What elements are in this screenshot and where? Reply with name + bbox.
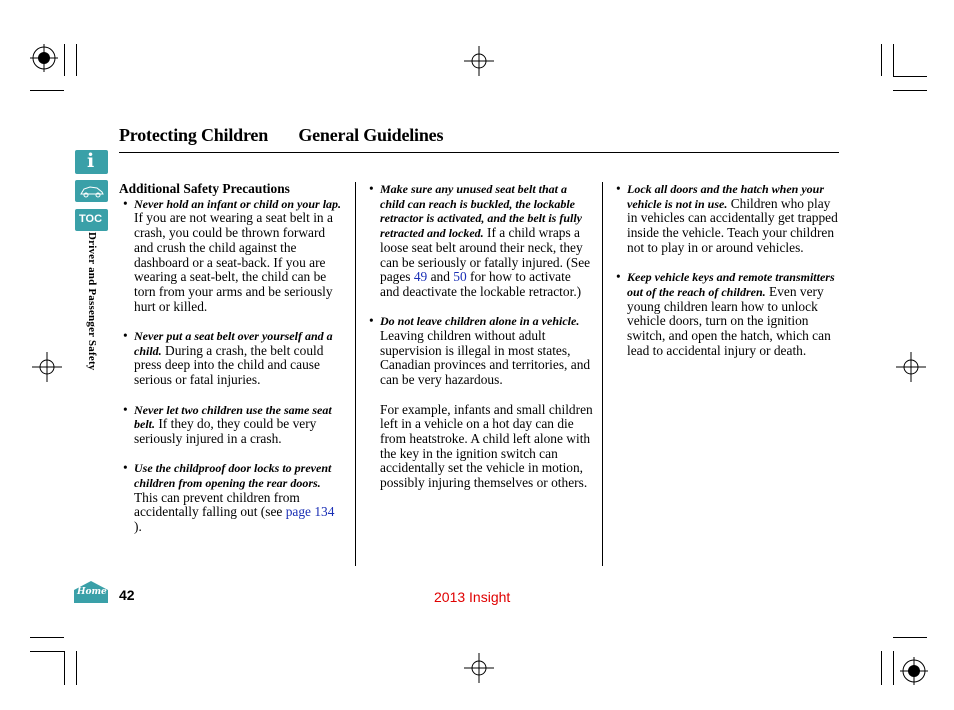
- title-rule: [119, 152, 839, 153]
- footer-model: 2013 Insight: [434, 589, 511, 605]
- crosshair-icon: [464, 46, 494, 76]
- list-item: • Never put a seat belt over yourself and a child. During a crash, the belt could press deep into the child and cause serious or fatal injuries.: [123, 328, 333, 388]
- list-item: • Make sure any unused seat belt that a child can reach is buckled, the lockable retractor is activated, and the belt is fully retracted and locked. If a child wraps a loose seat belt around their neck, they can be seriously or fatally injured. (See pages 49 and 50 for how to activate and deactivate the lockable retractor.): [369, 181, 591, 299]
- section-heading: Additional Safety Precautions: [119, 181, 290, 196]
- list-item: • Use the childproof door locks to prevent children from opening the rear doors. This can prevent children from accidentally falling out (see page 134 ).: [123, 460, 335, 535]
- list-item: • Keep vehicle keys and remote transmitters out of the reach of children. Even very young children learn how to unlock vehicle doors, turn on the ignition switch, and open the hatch, which can lead to accidental injury or death.: [616, 269, 835, 358]
- paragraph: For example, infants and small children left in a vehicle on a hot day can die from heatstroke. A child left alone with the key in the ignition switch can accidentally set the vehicle in motion, possibly injuring themselves or others.: [380, 401, 593, 491]
- column-2: [365, 182, 593, 505]
- subsection-title: General Guidelines: [298, 125, 444, 145]
- home-label: Home: [77, 587, 107, 597]
- column-divider: [355, 182, 356, 566]
- toc-button[interactable]: [75, 209, 108, 231]
- list-item: • Lock all doors and the hatch when your vehicle is not in use. Children who play in vehicles can accidentally get trapped inside the vehicle. Teach your children not to play in or around vehicles.: [616, 181, 838, 255]
- info-button[interactable]: [75, 150, 108, 174]
- crosshair-icon: [896, 352, 926, 382]
- vehicle-index-button[interactable]: [75, 180, 108, 202]
- crosshair-icon: [464, 653, 494, 683]
- car-icon: [75, 180, 108, 202]
- page-link[interactable]: 50: [453, 269, 467, 285]
- section-title: Protecting Children: [119, 125, 269, 145]
- toc-label: TOC: [79, 213, 103, 225]
- list-item: • Do not leave children alone in a vehicle. Leaving children without adult supervision is illegal in most states, Canadian provinces and territories, and can be very hazardous.: [369, 313, 591, 388]
- registration-mark-icon: [900, 657, 928, 685]
- home-button[interactable]: [74, 580, 109, 604]
- column-3: [612, 182, 840, 373]
- list-item: • Never hold an infant or child on your lap. If you are not wearing a seat belt in a crash, you could be thrown forward and crush the child against the dashboard or a seat-back. If you are wearing a seat-belt, the child can be torn from your arms and be seriously hurt or killed.: [123, 195, 342, 314]
- page-link[interactable]: page 134: [285, 504, 335, 520]
- list-item: • Never let two children use the same seat belt. If they do, they could be very seriously injured in a crash.: [123, 401, 332, 446]
- column-1: [119, 182, 344, 550]
- registration-mark-icon: [30, 44, 58, 72]
- page-number: 42: [119, 587, 135, 603]
- crosshair-icon: [32, 352, 62, 382]
- page-title: [119, 125, 469, 146]
- chapter-label: Driver and Passenger Safety: [86, 232, 98, 371]
- info-icon: i: [87, 150, 95, 172]
- page-link[interactable]: 49: [413, 269, 428, 285]
- column-divider: [602, 182, 603, 566]
